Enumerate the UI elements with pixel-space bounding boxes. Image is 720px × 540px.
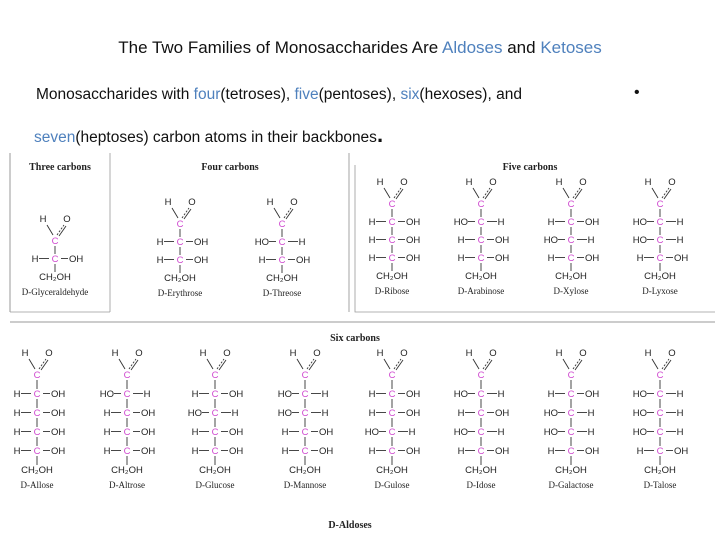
six-dgalactose-ho-2: HO: [543, 427, 558, 438]
six-dgalactose-bond-h: [563, 359, 569, 369]
five-dribose-oh-0: OH: [406, 217, 421, 228]
six-dallose-oh-0: OH: [51, 389, 66, 400]
six-dtalose-c1: C: [656, 370, 664, 381]
five-dlyxose-h-1: H: [676, 235, 684, 246]
three-dglyceraldehyde-c1: C: [51, 236, 59, 247]
six-dtalose-aldehyde-o: O: [668, 348, 676, 359]
six-dgulose-h-1: H: [368, 408, 376, 419]
six-dgulose-h-2: H: [408, 427, 416, 438]
five-dlyxose-c4: C: [656, 253, 664, 264]
six-dgalactose-c5: C: [567, 446, 575, 457]
five-dribose-c1: C: [388, 199, 396, 210]
title-ketoses: Ketoses: [540, 38, 602, 57]
six-dallose-c4: C: [33, 427, 41, 438]
five-darabinose-c3: C: [477, 235, 485, 246]
three-dglyceraldehyde-aldehyde-o: O: [63, 214, 71, 225]
five-dxylose-bond-h: [563, 188, 569, 198]
six-dglucose-c3: C: [211, 408, 219, 419]
five-dlyxose-ho-0: HO: [632, 217, 647, 228]
six-didose-aldehyde-o: O: [489, 348, 497, 359]
six-didose-ho-0: HO: [453, 389, 468, 400]
five-dribose-h-1: H: [368, 235, 376, 246]
subtitle-lead: Monosaccharides with: [36, 86, 194, 103]
five-darabinose-h-1: H: [457, 235, 465, 246]
five-dxylose-name: D-Xylose: [553, 286, 589, 296]
six-dgalactose-name: D-Galactose: [548, 480, 594, 490]
four-derythrose-h-0: H: [156, 237, 164, 248]
five-darabinose-ho-0: HO: [453, 217, 468, 228]
title-aldoses: Aldoses: [442, 38, 503, 57]
five-dlyxose-name: D-Lyxose: [642, 286, 678, 296]
six-dtalose-ho-1: HO: [632, 408, 647, 419]
six-didose-aldehyde-h: H: [465, 348, 473, 359]
six-dmannose-ch2oh: CH₂OH: [289, 465, 321, 476]
six-dgulose-c3: C: [388, 408, 396, 419]
five-dribose-bond-h: [384, 188, 390, 198]
six-dglucose-oh-3: OH: [229, 446, 244, 457]
six-dgalactose-ho-1: HO: [543, 408, 558, 419]
five-dribose-oh-2: OH: [406, 253, 421, 264]
title-prefix: The Two Families of Monosaccharides Are: [118, 38, 443, 57]
six-didose-ho-2: HO: [453, 427, 468, 438]
three-dglyceraldehyde-c2: C: [51, 254, 59, 265]
six-dgalactose-ch2oh: CH₂OH: [555, 465, 587, 476]
five-dlyxose-ch2oh: CH₂OH: [644, 271, 676, 282]
six-dtalose-h-1: H: [676, 408, 684, 419]
six-dgulose-c1: C: [388, 370, 396, 381]
six-dglucose-h-1: H: [231, 408, 239, 419]
six-dgulose-aldehyde-o: O: [400, 348, 408, 359]
six-dgalactose-aldehyde-o: O: [579, 348, 587, 359]
four-dthreose-name: D-Threose: [262, 288, 302, 298]
four-derythrose-c2: C: [176, 237, 184, 248]
six-didose-ch2oh: CH₂OH: [465, 465, 497, 476]
five-dribose-aldehyde-o: O: [400, 177, 408, 188]
six-dmannose-ho-1: HO: [277, 408, 292, 419]
six-didose-c1: C: [477, 370, 485, 381]
six-dgulose-h-3: H: [368, 446, 376, 457]
five-dxylose-c1: C: [567, 199, 575, 210]
three-dglyceraldehyde-bond-h: [47, 225, 53, 235]
six-didose-h-0: H: [497, 389, 505, 400]
six-dtalose-bond-h: [652, 359, 658, 369]
three-dglyceraldehyde-h-0: H: [31, 254, 39, 265]
six-dglucose-c1: C: [211, 370, 219, 381]
four-derythrose-bond-h: [172, 208, 178, 218]
six-dallose-aldehyde-o: O: [45, 348, 53, 359]
six-daltrose-bond-h: [119, 359, 125, 369]
six-dgalactose-h-2: H: [587, 427, 595, 438]
six-dallose-h-3: H: [13, 446, 21, 457]
six-didose-c2: C: [477, 389, 485, 400]
six-dtalose-c2: C: [656, 389, 664, 400]
three-dglyceraldehyde-aldehyde-h: H: [39, 214, 47, 225]
six-dgulose-oh-3: OH: [406, 446, 421, 457]
six-dgalactose-aldehyde-h: H: [555, 348, 563, 359]
five-dxylose-ch2oh: CH₂OH: [555, 271, 587, 282]
subtitle-four: four: [193, 86, 221, 103]
five-dlyxose-h-0: H: [676, 217, 684, 228]
six-dtalose-ho-2: HO: [632, 427, 647, 438]
five-dlyxose-oh-2: OH: [674, 253, 689, 264]
five-dxylose-aldehyde-o: O: [579, 177, 587, 188]
five-dribose-h-0: H: [368, 217, 376, 228]
six-dgulose-ch2oh: CH₂OH: [376, 465, 408, 476]
six-daltrose-aldehyde-o: O: [135, 348, 143, 359]
four-dthreose-c2: C: [278, 237, 286, 248]
six-dgulose-ho-2: HO: [364, 427, 379, 438]
six-daltrose-h-2: H: [103, 427, 111, 438]
three-dglyceraldehyde-ch2oh: CH₂OH: [39, 272, 71, 283]
five-darabinose-c1: C: [477, 199, 485, 210]
subtitle-period: .: [376, 122, 384, 147]
six-dmannose-h-0: H: [321, 389, 329, 400]
six-daltrose-name: D-Altrose: [109, 480, 145, 490]
six-dtalose-c5: C: [656, 446, 664, 457]
five-dlyxose-aldehyde-o: O: [668, 177, 676, 188]
five-dxylose-ho-1: HO: [543, 235, 558, 246]
six-dallose-h-2: H: [13, 427, 21, 438]
six-dgulose-c2: C: [388, 389, 396, 400]
four-dthreose-h-0: H: [298, 237, 306, 248]
subtitle-tetroses: (tetroses),: [220, 86, 295, 103]
six-dglucose-h-0: H: [191, 389, 199, 400]
five-darabinose-h-2: H: [457, 253, 465, 264]
six-dmannose-h-3: H: [281, 446, 289, 457]
four-derythrose-oh-1: OH: [194, 255, 209, 266]
six-didose-bond-h: [473, 359, 479, 369]
six-daltrose-h-0: H: [143, 389, 151, 400]
six-dgulose-c4: C: [388, 427, 396, 438]
six-dmannose-c2: C: [301, 389, 309, 400]
six-dallose-h-1: H: [13, 408, 21, 419]
six-dglucose-bond-h: [207, 359, 213, 369]
six-dgalactose-h-0: H: [547, 389, 555, 400]
six-dgalactose-c1: C: [567, 370, 575, 381]
four-derythrose-c1: C: [176, 219, 184, 230]
six-dtalose-h-3: H: [636, 446, 644, 457]
five-dxylose-aldehyde-h: H: [555, 177, 563, 188]
six-didose-h-2: H: [497, 427, 505, 438]
six-dtalose-ho-0: HO: [632, 389, 647, 400]
six-dtalose-name: D-Talose: [643, 480, 677, 490]
four-derythrose-oh-0: OH: [194, 237, 209, 248]
six-dglucose-aldehyde-o: O: [223, 348, 231, 359]
five-dxylose-h-1: H: [587, 235, 595, 246]
six-dgulose-h-0: H: [368, 389, 376, 400]
six-dallose-c3: C: [33, 408, 41, 419]
four-derythrose-aldehyde-o: O: [188, 197, 196, 208]
six-dtalose-c3: C: [656, 408, 664, 419]
six-dtalose-oh-3: OH: [674, 446, 689, 457]
six-dmannose-oh-3: OH: [319, 446, 334, 457]
five-darabinose-name: D-Arabinose: [457, 286, 505, 296]
six-dallose-c2: C: [33, 389, 41, 400]
six-daltrose-c4: C: [123, 427, 131, 438]
six-didose-oh-3: OH: [495, 446, 510, 457]
four-derythrose-aldehyde-h: H: [164, 197, 172, 208]
six-dmannose-c3: C: [301, 408, 309, 419]
six-dmannose-h-1: H: [321, 408, 329, 419]
five-dxylose-c4: C: [567, 253, 575, 264]
five-dlyxose-c1: C: [656, 199, 664, 210]
subtitle-pentoses: (pentoses),: [318, 86, 401, 103]
six-daltrose-c3: C: [123, 408, 131, 419]
five-dxylose-c2: C: [567, 217, 575, 228]
six-dtalose-aldehyde-h: H: [644, 348, 652, 359]
five-dlyxose-aldehyde-h: H: [644, 177, 652, 188]
five-dlyxose-c2: C: [656, 217, 664, 228]
six-dtalose-h-0: H: [676, 389, 684, 400]
four-dthreose-h-1: H: [258, 255, 266, 266]
three-dglyceraldehyde-oh-0: OH: [69, 254, 84, 265]
six-dglucose-ho-1: HO: [187, 408, 202, 419]
six-dallose-bond-h: [29, 359, 35, 369]
six-didose-c3: C: [477, 408, 485, 419]
six-dallose-oh-3: OH: [51, 446, 66, 457]
six-dallose-oh-2: OH: [51, 427, 66, 438]
six-dmannose-name: D-Mannose: [283, 480, 327, 490]
six-daltrose-c5: C: [123, 446, 131, 457]
three-carbons-title: Three carbons: [29, 162, 91, 173]
six-dmannose-h-2: H: [281, 427, 289, 438]
six-didose-c5: C: [477, 446, 485, 457]
six-didose-h-3: H: [457, 446, 465, 457]
six-dgalactose-h-1: H: [587, 408, 595, 419]
six-dallose-aldehyde-h: H: [21, 348, 29, 359]
six-dgalactose-h-3: H: [547, 446, 555, 457]
four-dthreose-aldehyde-o: O: [290, 197, 298, 208]
five-dribose-aldehyde-h: H: [376, 177, 384, 188]
six-didose-h-1: H: [457, 408, 465, 419]
family-label: D-Aldoses: [328, 520, 372, 531]
four-dthreose-c3: C: [278, 255, 286, 266]
six-dtalose-c4: C: [656, 427, 664, 438]
three-dglyceraldehyde-name: D-Glyceraldehyde: [21, 287, 89, 297]
five-dribose-oh-1: OH: [406, 235, 421, 246]
four-carbons-title: Four carbons: [201, 162, 259, 173]
bullet: •: [634, 84, 640, 101]
subtitle-seven: seven: [34, 129, 76, 146]
six-dallose-c5: C: [33, 446, 41, 457]
five-darabinose-c2: C: [477, 217, 485, 228]
six-dallose-h-0: H: [13, 389, 21, 400]
five-dxylose-oh-2: OH: [585, 253, 600, 264]
six-daltrose-h-3: H: [103, 446, 111, 457]
six-dgalactose-oh-0: OH: [585, 389, 600, 400]
five-darabinose-h-0: H: [497, 217, 505, 228]
six-daltrose-c1: C: [123, 370, 131, 381]
six-daltrose-ho-0: HO: [99, 389, 114, 400]
six-daltrose-oh-2: OH: [141, 427, 156, 438]
six-dgulose-aldehyde-h: H: [376, 348, 384, 359]
six-dgulose-oh-1: OH: [406, 408, 421, 419]
subtitle-five: five: [294, 86, 319, 103]
four-dthreose-ho-0: HO: [254, 237, 269, 248]
five-dribose-c2: C: [388, 217, 396, 228]
six-dallose-oh-1: OH: [51, 408, 66, 419]
six-dgulose-oh-0: OH: [406, 389, 421, 400]
six-dtalose-h-2: H: [676, 427, 684, 438]
five-dribose-c4: C: [388, 253, 396, 264]
six-dgulose-name: D-Gulose: [374, 480, 410, 490]
six-daltrose-h-1: H: [103, 408, 111, 419]
five-dribose-c3: C: [388, 235, 396, 246]
five-darabinose-bond-h: [473, 188, 479, 198]
five-darabinose-aldehyde-h: H: [465, 177, 473, 188]
six-dglucose-name: D-Glucose: [195, 480, 235, 490]
four-dthreose-oh-1: OH: [296, 255, 311, 266]
five-darabinose-oh-2: OH: [495, 253, 510, 264]
six-dmannose-oh-2: OH: [319, 427, 334, 438]
title-and: and: [502, 38, 541, 57]
five-dxylose-h-2: H: [547, 253, 555, 264]
subtitle-six: six: [400, 86, 420, 103]
five-darabinose-aldehyde-o: O: [489, 177, 497, 188]
six-dmannose-ho-0: HO: [277, 389, 292, 400]
six-dallose-ch2oh: CH₂OH: [21, 465, 53, 476]
six-dgulose-bond-h: [384, 359, 390, 369]
four-dthreose-c1: C: [278, 219, 286, 230]
five-darabinose-c4: C: [477, 253, 485, 264]
six-dtalose-ch2oh: CH₂OH: [644, 465, 676, 476]
five-dribose-h-2: H: [368, 253, 376, 264]
six-daltrose-ch2oh: CH₂OH: [111, 465, 143, 476]
six-dmannose-c4: C: [301, 427, 309, 438]
six-dglucose-oh-0: OH: [229, 389, 244, 400]
subtitle-hexoses: (hexoses), and: [419, 86, 522, 103]
six-dmannose-c1: C: [301, 370, 309, 381]
six-dmannose-aldehyde-o: O: [313, 348, 321, 359]
four-dthreose-ch2oh: CH₂OH: [266, 273, 298, 284]
six-dglucose-oh-2: OH: [229, 427, 244, 438]
four-dthreose-bond-h: [274, 208, 280, 218]
five-dxylose-h-0: H: [547, 217, 555, 228]
six-dallose-c1: C: [33, 370, 41, 381]
six-daltrose-c2: C: [123, 389, 131, 400]
six-dgalactose-c4: C: [567, 427, 575, 438]
six-dmannose-c5: C: [301, 446, 309, 457]
six-dgalactose-c3: C: [567, 408, 575, 419]
five-dlyxose-c3: C: [656, 235, 664, 246]
six-dgulose-c5: C: [388, 446, 396, 457]
six-didose-name: D-Idose: [466, 480, 496, 490]
five-dribose-name: D-Ribose: [374, 286, 410, 296]
six-didose-c4: C: [477, 427, 485, 438]
four-derythrose-c3: C: [176, 255, 184, 266]
five-carbons-title: Five carbons: [502, 162, 558, 173]
six-carbons-title: Six carbons: [330, 333, 380, 344]
six-daltrose-aldehyde-h: H: [111, 348, 119, 359]
five-dribose-ch2oh: CH₂OH: [376, 271, 408, 282]
six-dglucose-ch2oh: CH₂OH: [199, 465, 231, 476]
five-dlyxose-ho-1: HO: [632, 235, 647, 246]
six-dglucose-h-2: H: [191, 427, 199, 438]
six-dglucose-c5: C: [211, 446, 219, 457]
six-dmannose-bond-h: [297, 359, 303, 369]
five-darabinose-ch2oh: CH₂OH: [465, 271, 497, 282]
five-dxylose-oh-0: OH: [585, 217, 600, 228]
six-dgalactose-oh-3: OH: [585, 446, 600, 457]
four-dthreose-aldehyde-h: H: [266, 197, 274, 208]
six-dglucose-aldehyde-h: H: [199, 348, 207, 359]
six-dglucose-c2: C: [211, 389, 219, 400]
five-darabinose-oh-1: OH: [495, 235, 510, 246]
four-derythrose-name: D-Erythrose: [157, 288, 203, 298]
five-dlyxose-h-2: H: [636, 253, 644, 264]
six-daltrose-oh-3: OH: [141, 446, 156, 457]
six-dmannose-aldehyde-h: H: [289, 348, 297, 359]
six-dallose-name: D-Allose: [20, 480, 54, 490]
four-derythrose-ch2oh: CH₂OH: [164, 273, 196, 284]
five-dlyxose-bond-h: [652, 188, 658, 198]
five-dxylose-c3: C: [567, 235, 575, 246]
six-didose-oh-1: OH: [495, 408, 510, 419]
six-dgalactose-c2: C: [567, 389, 575, 400]
six-daltrose-oh-1: OH: [141, 408, 156, 419]
six-dglucose-h-3: H: [191, 446, 199, 457]
four-derythrose-h-1: H: [156, 255, 164, 266]
subtitle-heptoses: (heptoses) carbon atoms in their backbones: [75, 129, 377, 146]
six-dglucose-c4: C: [211, 427, 219, 438]
